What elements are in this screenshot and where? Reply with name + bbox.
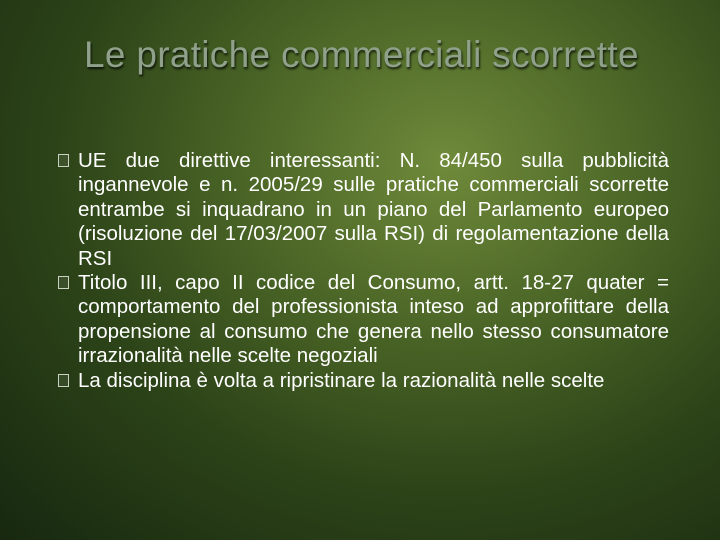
bullet-item [58, 271, 698, 369]
bullet-item [58, 369, 698, 393]
bullet-text: UE due direttive interessanti: N. 84/450 sulla pubblicità ingannevole e n. 2005/29 sulle pratiche commerciali scorrette entrambe si inquadrano in un piano del Parlamento europeo (risoluzione del 17/03/2007 sulla RSI) di regolamentazione della RSI [78, 149, 669, 270]
bullet-text: La disciplina è volta a ripristinare la razionalità nelle scelte [78, 368, 605, 392]
bullet-item [58, 149, 698, 271]
bullet-list [58, 149, 698, 393]
slide-title: Le pratiche commerciali scorrette [84, 34, 639, 75]
bullet-text: Titolo III, capo II codice del Consumo, artt. 18-27 quater = comportamento del professionista inteso ad approfittare della propensione al consumo che genera nello stesso consumatore irrazionalità nelle scelte negoziali [78, 271, 669, 368]
checkbox-square-icon [58, 154, 69, 167]
checkbox-square-icon [58, 276, 69, 289]
checkbox-square-icon [58, 374, 69, 387]
